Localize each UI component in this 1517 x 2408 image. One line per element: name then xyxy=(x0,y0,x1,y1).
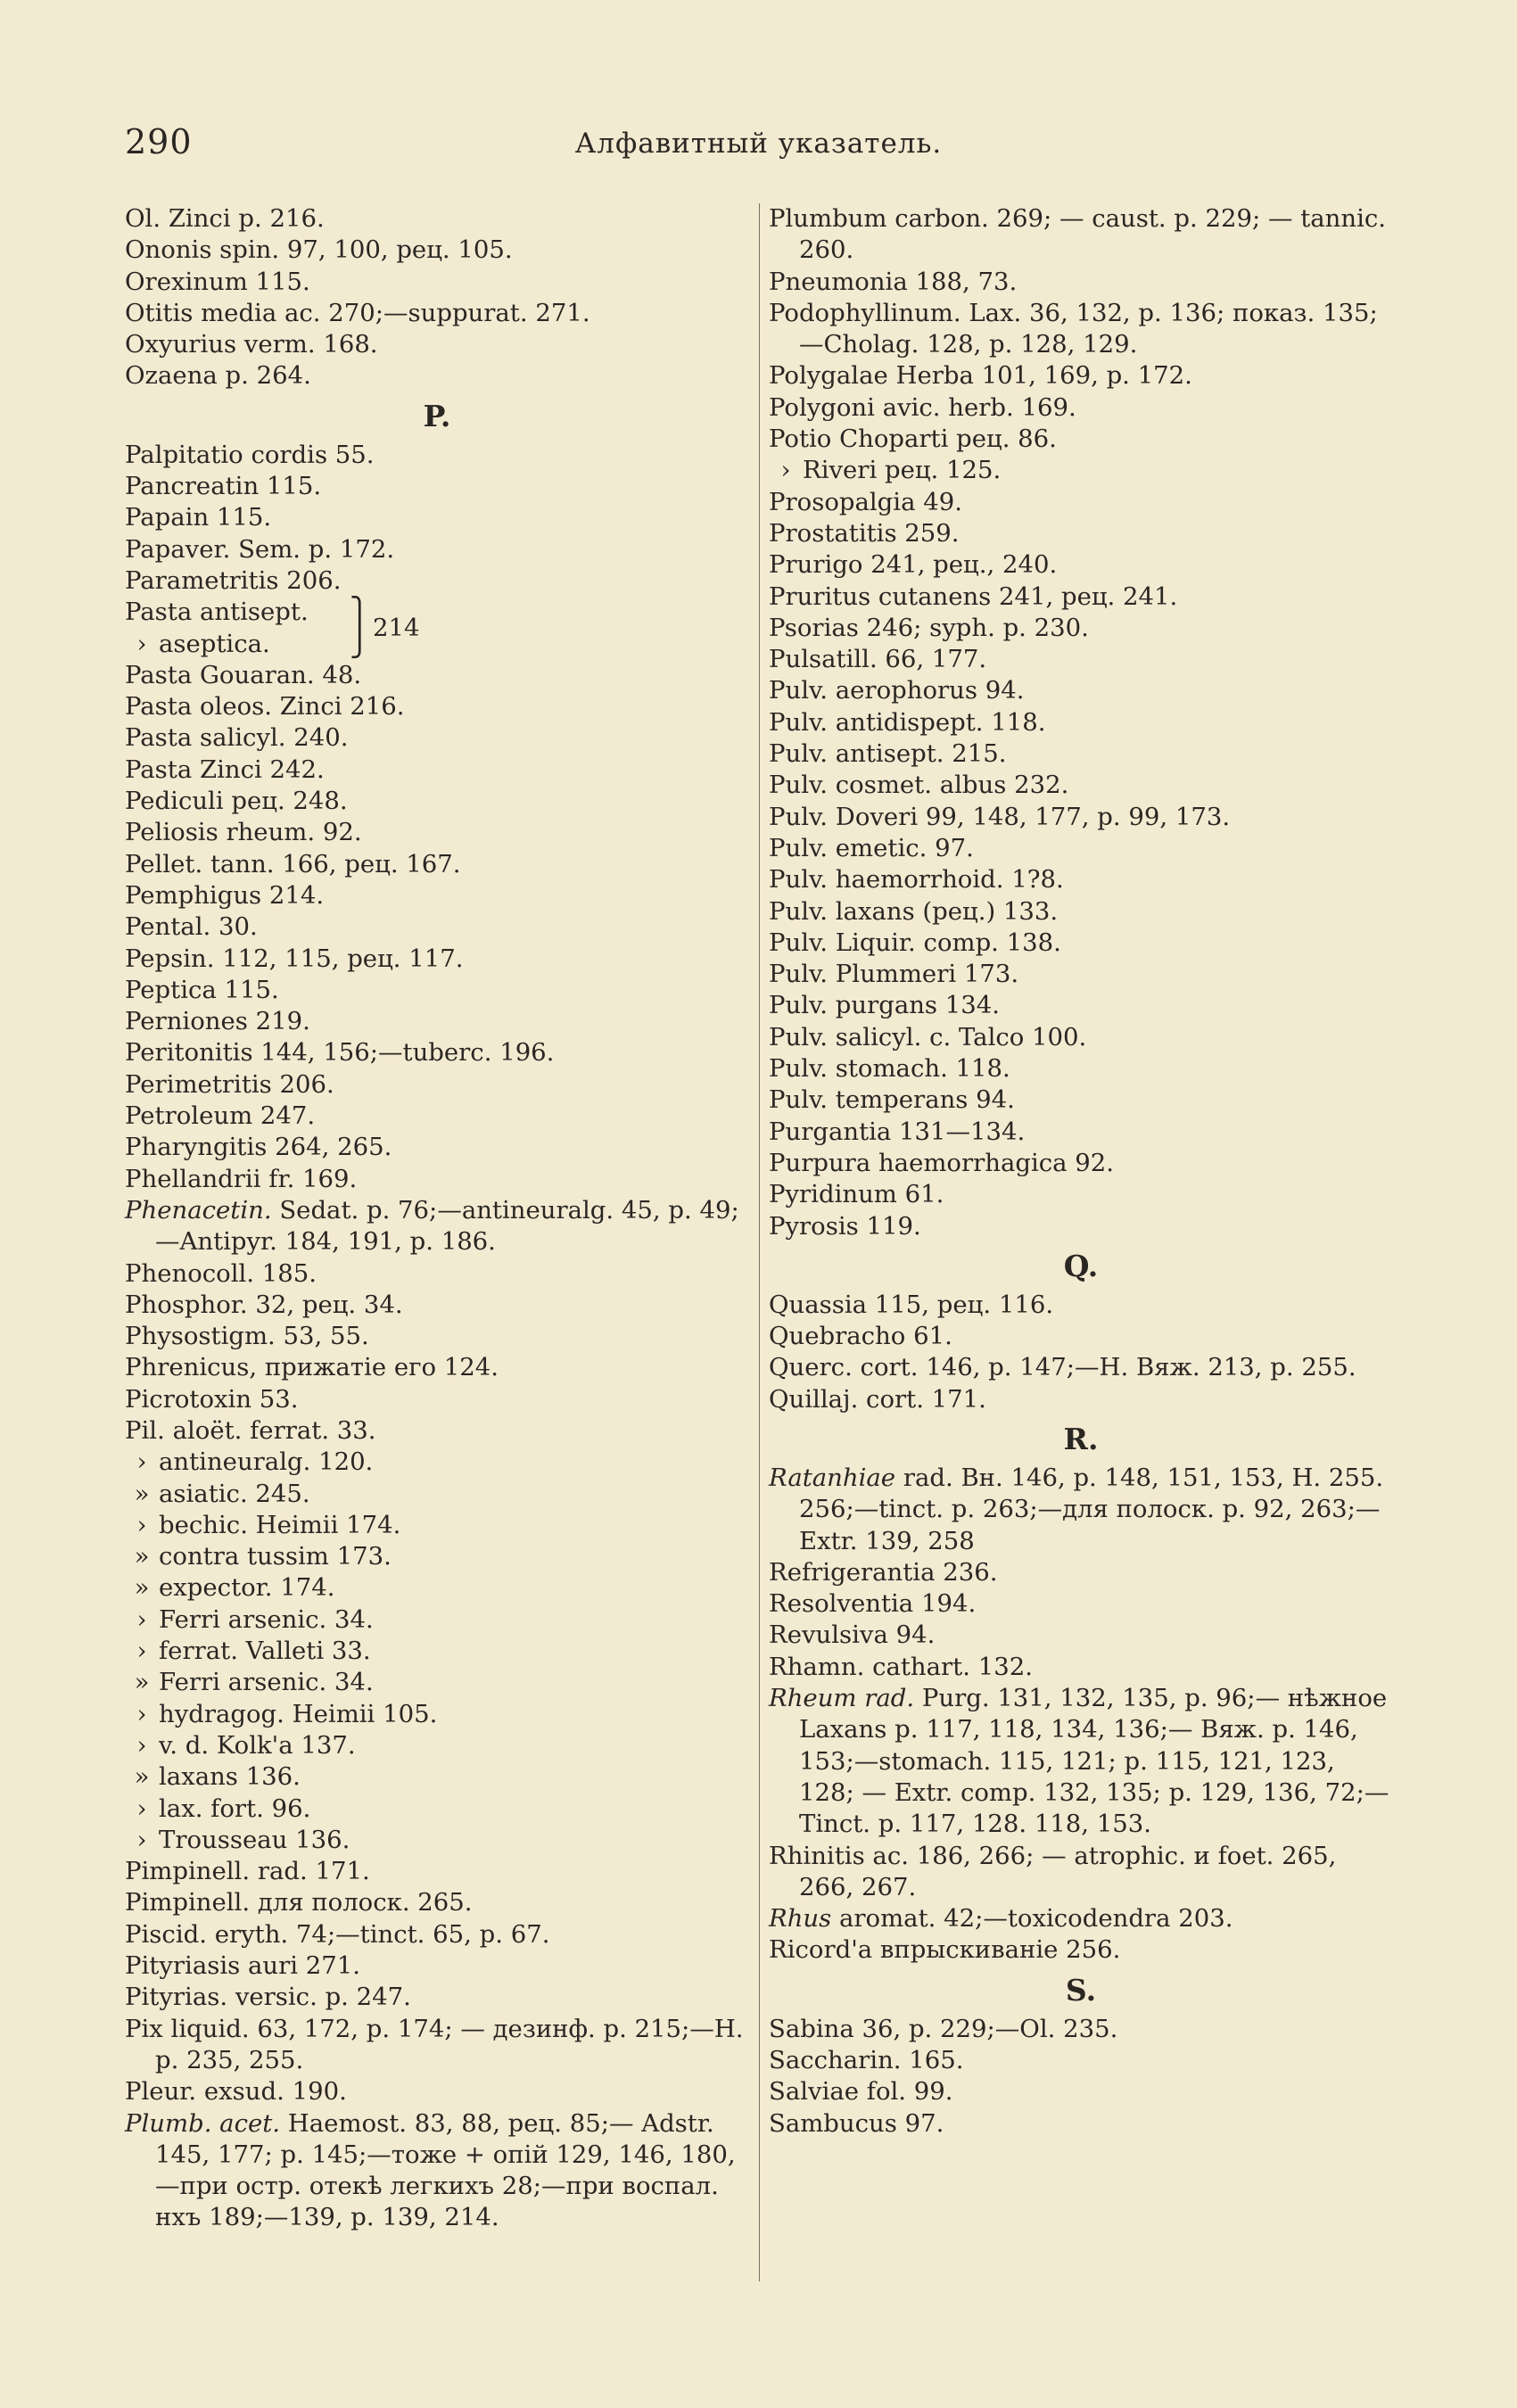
subentry-text: contra tussim 173. xyxy=(159,1542,392,1571)
index-entry: Phosphor. 32, рец. 34. xyxy=(125,1290,403,1319)
index-entry: Pasta salicyl. 240. xyxy=(125,723,349,753)
subentry-text: laxans 136. xyxy=(159,1762,301,1792)
index-entry-plumb xyxy=(125,2108,749,2234)
index-subentry xyxy=(769,455,1393,486)
letter-heading-r: R. xyxy=(1063,1421,1099,1456)
brace-glyph: ⎫ ⎭ xyxy=(350,597,370,660)
index-entry: Pimpinell. rad. 171. xyxy=(125,1857,370,1886)
index-subentry xyxy=(125,1667,749,1698)
index-entry: Querc. cort. 146, p. 147;—H. Вяж. 213, p. 255. xyxy=(769,1353,1356,1382)
subentry-text: ferrat. Valleti 33. xyxy=(159,1637,371,1666)
entry-refs: rad. Вн. 146, p. 148, 151, 153, H. 255. 256;—tinct. p. 263;—для полоск. p. 92, 263;—Extr. 139, 258 xyxy=(799,1463,1384,1555)
subentry-text: asiatic. 245. xyxy=(159,1479,310,1508)
index-entry: Sambucus 97. xyxy=(769,2108,944,2138)
ditto-mark: › xyxy=(136,1730,147,1760)
index-entry: Physostigm. 53, 55. xyxy=(125,1322,369,1351)
index-entry: Pemphigus 214. xyxy=(125,880,325,910)
index-entry: Podophyllinum. Lax. 36, 132, p. 136; показ. 135;—Cholag. 128, p. 128, 129. xyxy=(769,298,1378,359)
brace-page-number: 214 xyxy=(373,614,420,643)
ditto-mark: › xyxy=(136,1699,147,1728)
ditto-mark: » xyxy=(134,1668,150,1697)
index-entry: Pulv. temperans 94. xyxy=(769,1085,1015,1115)
index-entry: Prurigo 241, рец., 240. xyxy=(769,550,1058,580)
entry-refs: Purg. 131, 132, 135, p. 96;— нѣжное Laxans p. 117, 118, 134, 136;— Вяж. p. 146, 153;—stomach. 115, 121; p. 115, 121, 123, 128; — Extr. comp. 132, 135; p. 129, 136, 72;—Tinct. p. 117, 128. 118, 153. xyxy=(799,1684,1389,1839)
ditto-mark: › xyxy=(136,629,147,658)
index-entry: Pasta Gouaran. 48. xyxy=(125,660,362,689)
index-entry: Pix liquid. 63, 172, p. 174; — дезинф. p. 215;—H. p. 235, 255. xyxy=(125,2014,744,2074)
ditto-mark: » xyxy=(134,1762,150,1792)
index-entry: Pasta oleos. Zinci 216. xyxy=(125,692,405,722)
page-number: 290 xyxy=(125,122,193,161)
subentry-text: hydragog. Heimii 105. xyxy=(159,1699,438,1728)
ditto-mark: » xyxy=(134,1573,150,1603)
index-entry: Quebracho 61. xyxy=(769,1322,952,1351)
ditto-mark: » xyxy=(134,1479,150,1508)
subentry-text: aseptica. xyxy=(159,629,270,658)
entries-p-group-2 xyxy=(125,660,749,1195)
index-subentry xyxy=(125,1794,749,1825)
entry-refs: Sedat. p. 76;—antineuralg. 45, p. 49;—Antipyr. 184, 191, p. 186. xyxy=(155,1195,739,1257)
index-entry: Pulv. laxans (рец.) 133. xyxy=(769,896,1059,926)
index-entry: Phenocoll. 185. xyxy=(125,1258,317,1288)
index-entry: Phrenicus, прижатіе его 124. xyxy=(125,1353,499,1382)
index-subentry xyxy=(125,1636,749,1667)
index-entry: Petroleum 247. xyxy=(125,1101,316,1131)
entry-refs: Haemost. 83, 88, рец. 85;— Adstr. 145, 177; p. 145;—тоже + опій 129, 146, 180,—при остр. отекѣ легкихъ 28;—при воспал. нхъ 189;—139, p. 139, 214. xyxy=(155,2108,736,2232)
index-entry: Peritonitis 144, 156;—tuberc. 196. xyxy=(125,1038,555,1068)
index-entry: Peliosis rheum. 92. xyxy=(125,818,362,847)
index-entry: Oxyurius verm. 168. xyxy=(125,330,378,359)
entries-q xyxy=(769,1290,1393,1415)
index-entry: Orexinum 115. xyxy=(125,267,310,296)
pasta-brace-group xyxy=(125,597,749,660)
index-entry: Plumbum carbon. 269; — caust. p. 229; — tannic. 260. xyxy=(769,204,1387,265)
index-entry: Pulv. emetic. 97. xyxy=(769,833,974,862)
index-subentry xyxy=(125,1541,749,1572)
index-entry: Papain 115. xyxy=(125,503,272,532)
entries-p-right xyxy=(769,203,1393,455)
index-entry: Pental. 30. xyxy=(125,912,258,942)
index-entry: Pulv. purgans 134. xyxy=(769,991,1001,1020)
index-entry: Pityriasis auri 271. xyxy=(125,1951,361,1981)
column-divider xyxy=(759,203,760,2281)
index-entry: Ononis spin. 97, 100, рец. 105. xyxy=(125,235,513,265)
entries-p-group-3 xyxy=(125,1258,749,1447)
index-entry: Potio Choparti рец. 86. xyxy=(769,425,1057,454)
index-entry: Pityrias. versic. p. 247. xyxy=(125,1983,411,2012)
index-entry: Pellet. tann. 166, рец. 167. xyxy=(125,849,461,878)
index-entry: Pruritus cutanens 241, рец. 241. xyxy=(769,581,1178,611)
entry-headword: Rhus xyxy=(769,1904,832,1934)
entries-s xyxy=(769,2014,1393,2140)
index-entry: Parametritis 206. xyxy=(125,565,342,595)
subentry-text: expector. 174. xyxy=(159,1573,335,1603)
index-entry-ratanhiae xyxy=(769,1463,1393,1557)
subentry-text: antineuralg. 120. xyxy=(159,1447,374,1477)
index-entry: Piscid. eryth. 74;—tinct. 65, p. 67. xyxy=(125,1919,550,1949)
index-entry: Pulv. antisept. 215. xyxy=(769,739,1007,769)
index-subentry xyxy=(125,629,749,660)
pil-subentries xyxy=(125,1447,749,1856)
subentry-text: Riveri рец. 125. xyxy=(803,456,1002,485)
index-entry: Polygalae Herba 101, 169, p. 172. xyxy=(769,361,1192,391)
index-entry: Pulv. Doveri 99, 148, 177, p. 99, 173. xyxy=(769,802,1231,831)
index-entry: Palpitatio cordis 55. xyxy=(125,440,375,469)
index-entry: Perimetritis 206. xyxy=(125,1069,334,1099)
index-entry: Prostatitis 259. xyxy=(769,518,960,548)
index-entry-ricord: Ricord'a впрыскиваніе 256. xyxy=(769,1935,1121,1965)
index-entry: Revulsiva 94. xyxy=(769,1620,936,1650)
running-title: Алфавитный указатель. xyxy=(574,128,943,160)
letter-heading-q: Q. xyxy=(1063,1248,1099,1283)
index-subentry xyxy=(125,1510,749,1541)
subentry-text: Ferri arsenic. 34. xyxy=(159,1668,374,1697)
entries-p-group-1 xyxy=(125,440,749,597)
entry-headword: Plumb. acet. xyxy=(125,2108,281,2138)
entries-p-group-4 xyxy=(125,1856,749,2107)
ditto-mark: › xyxy=(136,1510,147,1539)
subentry-text: Ferri arsenic. 34. xyxy=(159,1604,374,1634)
left-column xyxy=(125,203,749,2234)
index-subentry xyxy=(125,1604,749,1636)
index-subentry xyxy=(125,1447,749,1478)
entry-headword: Rheum rad. xyxy=(769,1684,915,1713)
index-entry: Otitis media ac. 270;—suppurat. 271. xyxy=(125,298,590,327)
index-entry: Ozaena p. 264. xyxy=(125,361,311,391)
index-entry: Picrotoxin 53. xyxy=(125,1384,299,1414)
index-entry: Pyridinum 61. xyxy=(769,1180,944,1209)
index-entry: Saccharin. 165. xyxy=(769,2046,964,2075)
entries-o xyxy=(125,203,749,392)
index-entry: Phellandrii fr. 169. xyxy=(125,1164,358,1193)
ditto-mark: » xyxy=(134,1542,150,1571)
index-subentry xyxy=(125,1479,749,1510)
index-entry: Rhamn. cathart. 132. xyxy=(769,1652,1033,1681)
index-entry: Quassia 115, рец. 116. xyxy=(769,1290,1054,1319)
index-entry: Pharyngitis 264, 265. xyxy=(125,1133,392,1162)
index-entry: Perniones 219. xyxy=(125,1007,310,1036)
letter-heading-s: S. xyxy=(1065,1972,1097,2008)
entry-headword: Ratanhiae xyxy=(769,1463,896,1492)
index-entry: Ol. Zinci p. 216. xyxy=(125,204,325,233)
index-entry: Pepsin. 112, 115, рец. 117. xyxy=(125,944,464,973)
index-entry: Refrigerantia 236. xyxy=(769,1557,998,1587)
index-entry: Pulv. cosmet. albus 232. xyxy=(769,771,1069,800)
index-entry: Purpura haemorrhagica 92. xyxy=(769,1148,1115,1177)
index-entry: Pulv. Liquir. comp. 138. xyxy=(769,928,1061,957)
index-entry: Pulsatill. 66, 177. xyxy=(769,645,987,674)
index-entry: Pulv. antidispept. 118. xyxy=(769,707,1046,737)
index-subentry xyxy=(125,1699,749,1730)
index-entry: Peptica 115. xyxy=(125,975,279,1004)
index-entry: Polygoni avic. herb. 169. xyxy=(769,392,1076,422)
index-entry: Pulv. stomach. 118. xyxy=(769,1054,1010,1084)
index-entry: Pimpinell. для полоск. 265. xyxy=(125,1888,473,1917)
entries-r xyxy=(769,1557,1393,1683)
index-entry-rheum xyxy=(769,1683,1393,1840)
index-entry: Pleur. exsud. 190. xyxy=(125,2077,347,2107)
subentry-text: lax. fort. 96. xyxy=(159,1794,311,1823)
index-entry: Prosopalgia 49. xyxy=(769,487,962,516)
entry-refs: aromat. 42;—toxicodendra 203. xyxy=(839,1904,1233,1934)
ditto-mark: › xyxy=(136,1447,147,1477)
ditto-mark: › xyxy=(136,1794,147,1823)
index-entry: Purgantia 131—134. xyxy=(769,1117,1026,1146)
index-entry: Papaver. Sem. p. 172. xyxy=(125,534,395,564)
index-entry: Pasta Zinci 242. xyxy=(125,755,325,784)
index-entry: Pulv. haemorrhoid. 1?8. xyxy=(769,865,1064,895)
subentry-text: bechic. Heimii 174. xyxy=(159,1510,401,1539)
index-entry-rhinitis: Rhinitis ac. 186, 266; — atrophic. и foet. 265, 266, 267. xyxy=(769,1841,1337,1901)
index-entry: Pneumonia 188, 73. xyxy=(769,267,1018,296)
entries-p-right-more xyxy=(769,487,1393,1242)
index-entry-rhus xyxy=(769,1903,1393,1934)
ditto-mark: › xyxy=(136,1637,147,1666)
right-column xyxy=(769,203,1393,2140)
index-subentry xyxy=(125,1730,749,1761)
entry-headword: Phenacetin. xyxy=(125,1195,272,1225)
ditto-mark: › xyxy=(780,456,791,485)
subentry-text: v. d. Kolk'a 137. xyxy=(159,1730,356,1760)
letter-heading-p: P. xyxy=(423,398,451,433)
index-entry: Sabina 36, p. 229;—Ol. 235. xyxy=(769,2014,1118,2043)
index-subentry xyxy=(125,1825,749,1856)
index-entry: Quillaj. cort. 171. xyxy=(769,1384,986,1414)
index-entry: Pulv. Plummeri 173. xyxy=(769,960,1019,989)
index-subentry xyxy=(125,1761,749,1793)
index-entry: Pil. aloët. ferrat. 33. xyxy=(125,1415,376,1445)
subentry-text: Trousseau 136. xyxy=(159,1825,350,1854)
index-entry-phenacetin xyxy=(125,1195,749,1258)
index-entry: Pulv. salicyl. c. Talco 100. xyxy=(769,1022,1087,1051)
ditto-mark: › xyxy=(136,1604,147,1634)
index-entry: Resolventia 194. xyxy=(769,1589,977,1619)
index-entry: Pasta antisept. xyxy=(125,598,309,627)
index-entry: Pulv. aerophorus 94. xyxy=(769,676,1025,705)
index-entry: Salviae fol. 99. xyxy=(769,2077,953,2107)
index-entry: Psorias 246; syph. p. 230. xyxy=(769,613,1089,642)
index-subentry xyxy=(125,1572,749,1604)
index-entry: Pancreatin 115. xyxy=(125,472,322,501)
ditto-mark: › xyxy=(136,1825,147,1854)
index-entry: Pyrosis 119. xyxy=(769,1211,921,1241)
index-entry: Pediculi рец. 248. xyxy=(125,787,348,816)
